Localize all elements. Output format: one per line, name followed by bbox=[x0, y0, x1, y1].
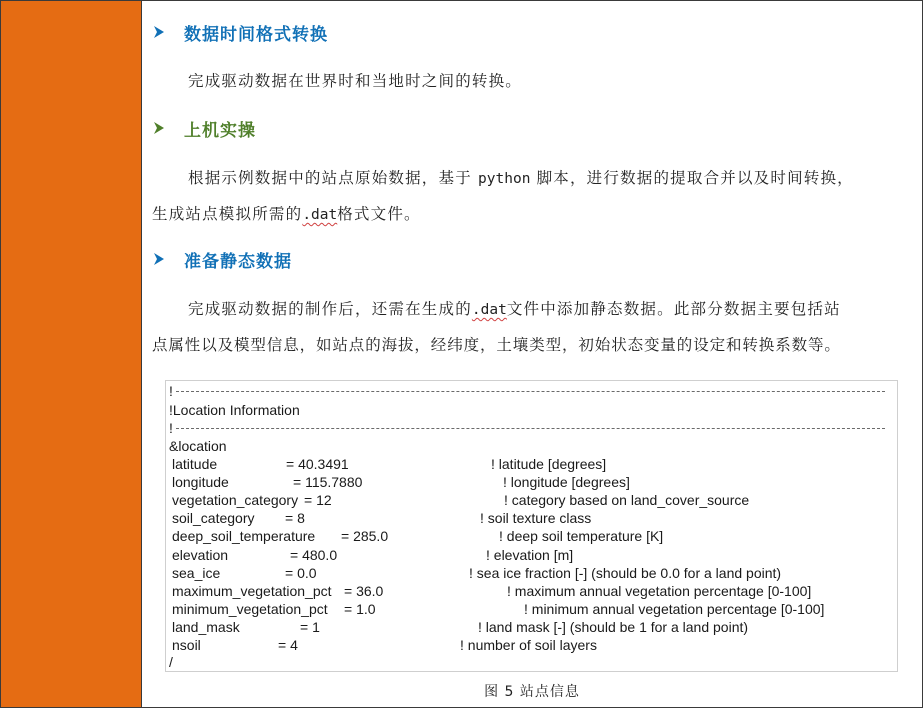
orange-sidebar bbox=[1, 1, 142, 707]
text-run: 文件中添加静态数据。此部分数据主要包括站 bbox=[506, 300, 841, 318]
entry-name: latitude bbox=[172, 456, 218, 472]
entry-comment: ! longitude [degrees] bbox=[503, 474, 630, 491]
entry-name: land_mask bbox=[172, 618, 240, 635]
paragraph-hands-on bbox=[152, 166, 917, 226]
entry-comment: ! category based on land_cover_source bbox=[504, 492, 750, 509]
entry-comment: ! maximum annual vegetation percentage [0-100] bbox=[507, 582, 812, 599]
entry-value: = 8 bbox=[285, 510, 305, 527]
text-run: 根据示例数据中的站点原始数据，基于 bbox=[188, 169, 472, 187]
section-title: 准备静态数据 bbox=[184, 251, 292, 272]
text-run: 生成站点模拟所需的 bbox=[152, 205, 303, 223]
paragraph-line bbox=[188, 166, 854, 188]
entry-comment: ! sea ice fraction [-] (should be 0.0 for a land point) bbox=[469, 564, 782, 581]
entry-value: = 12 bbox=[304, 492, 332, 509]
entry-value: = 285.0 bbox=[341, 528, 389, 545]
entry-value: = 0.0 bbox=[285, 564, 317, 581]
entry-comment: ! minimum annual vegetation percentage [0-100] bbox=[524, 600, 825, 617]
entry-value: = 4 bbox=[278, 637, 298, 653]
text-run: 完成驱动数据的制作后，还需在生成的 bbox=[188, 300, 472, 318]
entry-name: maximum_vegetation_pct bbox=[172, 582, 332, 599]
paragraph-line: 完成驱动数据在世界时和当地时之间的转换。 bbox=[188, 72, 523, 90]
figure-caption: 图 5 站点信息 bbox=[484, 684, 580, 700]
code-text-dat: .dat bbox=[302, 207, 338, 223]
section-heading-static-data bbox=[152, 247, 292, 271]
comment-rule-prefix: ! bbox=[169, 420, 173, 436]
document-content bbox=[142, 1, 922, 707]
text-run: 脚本，进行数据的提取合并以及时间转换， bbox=[536, 169, 854, 187]
arrow-bullet-icon bbox=[152, 25, 166, 39]
code-text-dat: .dat bbox=[471, 302, 507, 318]
namelist-end: / bbox=[169, 654, 173, 670]
entry-name: nsoil bbox=[172, 637, 201, 653]
entry-value: = 40.3491 bbox=[286, 456, 349, 472]
paragraph-line: 点属性以及模型信息，如站点的海拔，经纬度，土壤类型，初始状态变量的设定和转换系数等。 bbox=[152, 336, 841, 354]
entry-value: = 36.0 bbox=[344, 582, 384, 599]
entry-name: elevation bbox=[172, 546, 229, 563]
entry-comment: ! land mask [-] (should be 1 for a land point) bbox=[478, 618, 749, 635]
code-text-python: python bbox=[478, 171, 531, 187]
arrow-bullet-icon bbox=[152, 252, 166, 266]
paragraph-line bbox=[152, 202, 421, 224]
section-heading-hands-on bbox=[152, 116, 256, 140]
comment-rule bbox=[176, 391, 885, 392]
entry-value: = 1 bbox=[300, 618, 320, 635]
entry-comment: ! deep soil temperature [K] bbox=[499, 528, 664, 545]
namelist-group: &location bbox=[169, 438, 227, 454]
entry-name: deep_soil_temperature bbox=[172, 528, 316, 545]
section-heading-time-conversion bbox=[152, 20, 328, 44]
arrow-bullet-icon bbox=[152, 121, 166, 135]
entry-comment: ! soil texture class bbox=[480, 510, 592, 527]
entry-comment: ! number of soil layers bbox=[460, 637, 597, 653]
text-run: 格式文件。 bbox=[337, 205, 421, 223]
entry-name: vegetation_category bbox=[172, 492, 299, 509]
paragraph-static-data bbox=[152, 297, 917, 357]
entry-comment: ! latitude [degrees] bbox=[491, 456, 607, 472]
paragraph-time-conversion bbox=[152, 69, 917, 93]
section-title: 数据时间格式转换 bbox=[184, 24, 328, 45]
entry-name: sea_ice bbox=[172, 564, 221, 581]
entry-value: = 115.7880 bbox=[293, 474, 363, 491]
section-title: 上机实操 bbox=[184, 120, 256, 141]
entry-value: = 1.0 bbox=[344, 600, 376, 617]
paragraph-line bbox=[188, 297, 841, 319]
code-figure bbox=[165, 380, 898, 672]
comment-rule-prefix: ! bbox=[169, 383, 173, 399]
comment-rule bbox=[176, 428, 885, 429]
entry-comment: ! elevation [m] bbox=[486, 546, 574, 563]
entry-name: longitude bbox=[172, 474, 229, 491]
entry-value: = 480.0 bbox=[290, 546, 338, 563]
code-header: !Location Information bbox=[169, 402, 300, 418]
entry-name: minimum_vegetation_pct bbox=[172, 600, 328, 617]
entry-name: soil_category bbox=[172, 510, 255, 527]
